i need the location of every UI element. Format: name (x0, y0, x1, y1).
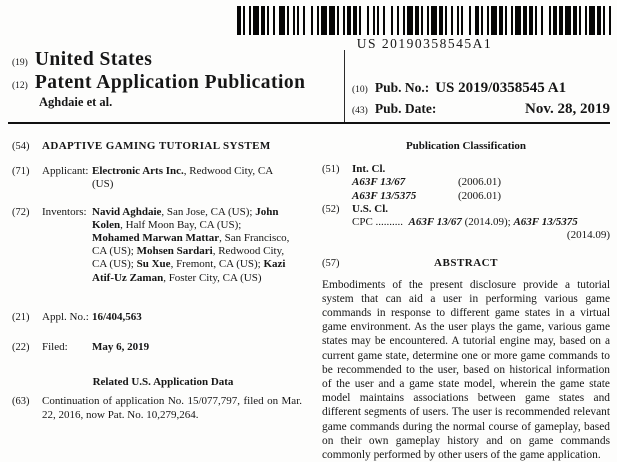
cpc-ref-1: A63F 13/67 (408, 216, 462, 229)
applicant-name: Electronic Arts Inc. (92, 165, 184, 178)
header-divider-vertical (344, 50, 345, 122)
ref-code-22: (22) (12, 342, 30, 354)
cpc-ref-2: A63F 13/5375 (513, 216, 578, 229)
pub-date-label: Pub. Date: (374, 101, 437, 116)
int-cl-code-2: A63F 13/5375 (352, 189, 417, 202)
ref-code-63: (63) (12, 396, 30, 408)
ref-code-71: (71) (12, 166, 30, 178)
filed-value: May 6, 2019 (92, 341, 150, 354)
right-column (322, 140, 610, 462)
ref-code-19: (19) (12, 58, 28, 68)
ref-code-51: (51) (322, 164, 340, 176)
classification-heading: Publication Classification (405, 140, 527, 152)
us-cl-label: U.S. Cl. (352, 202, 389, 215)
related-data-text: Continuation of application No. 15/077,797, filed on Mar. 22, 2016, now Pat. No. 10,279,264. (42, 395, 302, 421)
barcode-bars (237, 6, 612, 35)
applicant-rest: , Redwood City, CA (US) (92, 165, 273, 191)
filed-label: Filed: (42, 341, 68, 354)
inventors-text: Navid Aghdaie, San Jose, CA (US); John Kolen, Half Moon Bay, CA (US); Mohamed Marwan Mattar, San Francisco, CA (US); Mohsen Sardari, Redwood City, CA (US); Su Xue, Fremont, CA (US); Kazi Atif-Uz Zaman, Foster City, CA (US) (92, 205, 290, 284)
pub-no-value: US 2019/0358545 A1 (435, 80, 567, 96)
barcode-text: US 20190358545A1 (356, 36, 493, 51)
cpc-tail: (2014.09) (566, 229, 610, 242)
header-left (12, 48, 306, 110)
ref-code-57: (57) (322, 258, 340, 270)
header-right (352, 80, 610, 122)
appl-no-value: 16/404,563 (92, 310, 142, 323)
abstract-text: Embodiments of the present disclosure provide a tutorial system that can aid a user in performing various game commands in response to different game states in a virtual game environment. As the user plays the game, various game states may be encountered. A tutorial engine may, based on a current game state, determine one or more game commands to be recommended to the user, based on historical information of the user and a game state model, wherein the game state model maintains associations between game states and different segments of users. The user is recommended relevant game commands during the normal course of gameplay, based on their own gameplay history and on game commands commonly performed by other users of the game application. (322, 278, 610, 462)
int-cl-code-1: A63F 13/67 (352, 176, 406, 189)
int-cl-label: Int. Cl. (352, 163, 386, 176)
publication-kind: Patent Application Publication (34, 72, 306, 93)
ref-code-54: (54) (12, 141, 30, 152)
appl-no-label: Appl. No.: (42, 310, 89, 323)
left-column (12, 140, 314, 422)
ref-code-21: (21) (12, 311, 30, 323)
header-divider-horizontal (8, 122, 610, 124)
abstract-heading: ABSTRACT (434, 257, 498, 270)
int-cl-version-1: (2006.01) (458, 176, 502, 189)
invention-title: ADAPTIVE GAMING TUTORIAL SYSTEM (42, 140, 271, 152)
ref-code-43: (43) (352, 106, 368, 116)
ref-code-10: (10) (352, 85, 368, 95)
ref-code-72: (72) (12, 206, 30, 218)
authors: Aghdaie et al. (39, 95, 113, 109)
country-name: United States (34, 49, 153, 70)
cpc-prefix: CPC .......... (352, 216, 404, 229)
inventors-label: Inventors: (42, 205, 87, 218)
int-cl-version-2: (2006.01) (458, 189, 502, 202)
applicant-value (92, 165, 290, 191)
cpc-mid: (2014.09); (461, 216, 514, 229)
ref-code-12: (12) (12, 81, 28, 91)
pub-no-label: Pub. No.: (374, 80, 430, 95)
cpc-block (352, 216, 610, 242)
pub-date-value: Nov. 28, 2019 (524, 101, 610, 117)
related-data-heading: Related U.S. Application Data (92, 376, 234, 389)
ref-code-52: (52) (322, 203, 340, 215)
applicant-label: Applicant: (42, 165, 89, 178)
